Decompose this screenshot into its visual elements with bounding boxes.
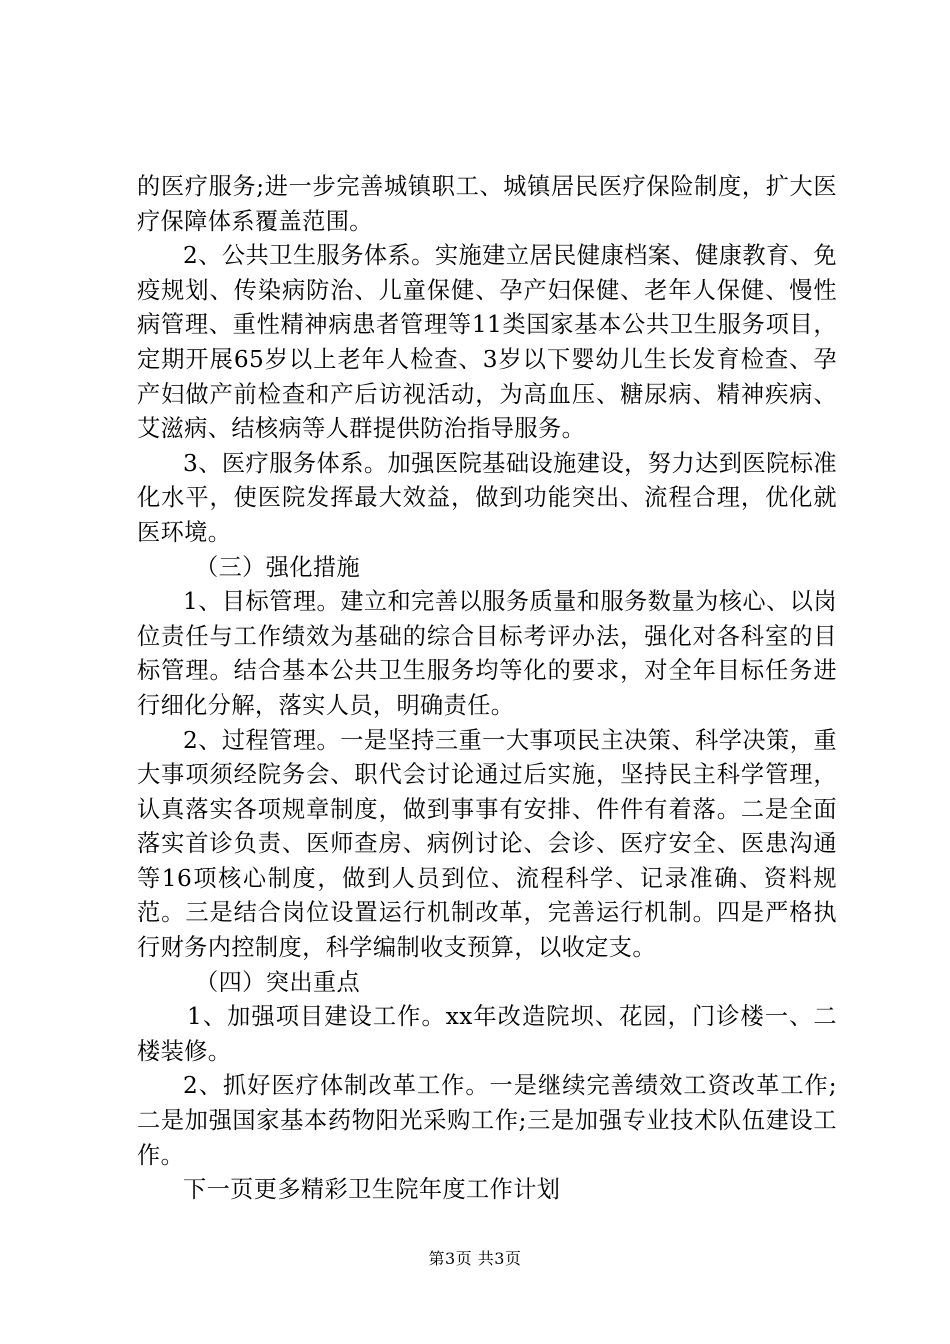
next-page-link-text: 下一页更多精彩卫生院年度工作计划 — [183, 1176, 561, 1204]
section-heading-measures: （三）强化措施 — [195, 553, 361, 581]
paragraph-reform-work: 2、抓好医疗体制改革工作。一是继续完善绩效工资改革工作;二是加强国家基本药物阳光采购工作;三是加强专业技术队伍建设工作。 — [137, 1072, 837, 1169]
paragraph-target-management: 1、目标管理。建立和完善以服务质量和服务数量为核心、以岗位责任与工作绩效为基础的综合目标考评办法，强化对各科室的目标管理。结合基本公共卫生服务均等化的要求，对全年目标任务进行细化分解，落实人员，明确责任。 — [137, 588, 837, 719]
paragraph-project-construction: 1、加强项目建设工作。xx年改造院坝、花园，门诊楼一、二楼装修。 — [137, 1003, 837, 1065]
paragraph-medical-service-system: 3、医疗服务体系。加强医院基础设施建设，努力达到医院标准化水平，使医院发挥最大效益，做到功能突出、流程合理，优化就医环境。 — [137, 449, 837, 546]
page-footer: 第3页 共3页 — [428, 1249, 522, 1268]
paragraph-process-management: 2、过程管理。一是坚持三重一大事项民主决策、科学决策，重大事项须经院务会、职代会讨论通过后实施，坚持民主科学管理，认真落实各项规章制度，做到事事有安排、件件有着落。二是全面落实首诊负责、医师查房、病例讨论、会诊、医疗安全、医患沟通等16项核心制度，做到人员到位、流程科学、记录准确、资料规范。三是结合岗位设置运行机制改革，完善运行机制。四是严格执行财务内控制度，科学编制收支预算，以收定支。 — [137, 726, 837, 962]
document-body — [137, 170, 837, 1208]
paragraph-continuation: 的医疗服务;进一步完善城镇职工、城镇居民医疗保险制度，扩大医疗保障体系覆盖范围。 — [137, 173, 837, 235]
paragraph-public-health-system: 2、公共卫生服务体系。实施建立居民健康档案、健康教育、免疫规划、传染病防治、儿童保健、孕产妇保健、老年人保健、慢性病管理、重性精神病患者管理等11类国家基本公共卫生服务项目，定期开展65岁以上老年人检查、3岁以下婴幼儿生长发育检查、孕产妇做产前检查和产后访视活动，为高血压、糖尿病、精神疾病、艾滋病、结核病等人群提供防治指导服务。 — [137, 242, 837, 443]
section-heading-key-points: （四）突出重点 — [195, 968, 361, 996]
